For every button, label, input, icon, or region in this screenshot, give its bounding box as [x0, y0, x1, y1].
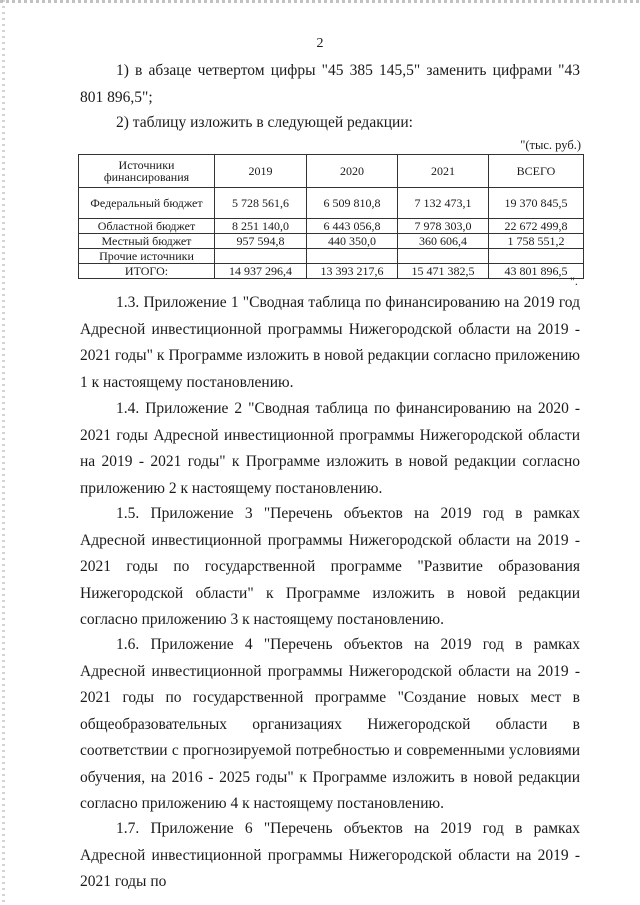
- scan-left-edge: [2, 0, 5, 905]
- row-label: Областной бюджет: [79, 219, 215, 234]
- table-header-row: [79, 155, 584, 188]
- scan-top-edge: [0, 0, 640, 3]
- cell-2020: 6 509 810,8: [307, 188, 398, 219]
- cell-2019: 8 251 140,0: [215, 219, 307, 234]
- cell-total: 43 801 896,5: [489, 264, 584, 279]
- cell-2021: 360 606,4: [398, 234, 489, 249]
- row-label: Прочие источники: [79, 249, 215, 264]
- paragraph-1-3: 1.3. Приложение 1 "Сводная таблица по финансированию на 2019 год Адресной инвестиционной программы Нижегородской области на 2019 - 2021 годы" к Программе изложить в новой редакции согласно приложению 1 к настоящему постановлению.: [80, 294, 580, 391]
- table-total-row: [79, 264, 584, 279]
- cell-2021: 7 978 303,0: [398, 219, 489, 234]
- cell-2019: 14 937 296,4: [215, 264, 307, 279]
- row-label: Местный бюджет: [79, 234, 215, 249]
- cell-total: [489, 249, 584, 264]
- paragraph-1-4: 1.4. Приложение 2 "Сводная таблица по финансированию на 2020 - 2021 годы Адресной инвестиционной программы Нижегородской области на 2019 - 2021 годы" к Программе изложить в новой редакции согласно приложению 2 к настоящему постановлению.: [80, 400, 580, 497]
- cell-2019: 957 594,8: [215, 234, 307, 249]
- header-sources: Источники финансирования: [79, 155, 215, 188]
- paragraph-1-5: 1.5. Приложение 3 "Перечень объектов на 2019 год в рамках Адресной инвестиционной программы Нижегородской области на 2019 - 2021 годы по государственной программе "Развитие образования Нижегородской области" к Программе изложить в новой редакции согласно приложению 3 к настоящему постановлению.: [80, 505, 580, 628]
- item-2-paragraph: 2) таблицу изложить в следующей редакции:: [116, 114, 413, 131]
- cell-2020: [307, 249, 398, 264]
- cell-2019: [215, 249, 307, 264]
- cell-2021: [398, 249, 489, 264]
- header-total: ВСЕГО: [489, 155, 584, 188]
- page-number: 2: [316, 36, 324, 51]
- cell-2021: 7 132 473,1: [398, 188, 489, 219]
- header-2021: 2021: [398, 155, 489, 188]
- cell-2021: 15 471 382,5: [398, 264, 489, 279]
- table-unit-label: "(тыс. руб.): [520, 138, 581, 152]
- cell-2019: 5 728 561,6: [215, 188, 307, 219]
- paragraph-1-6: 1.6. Приложение 4 "Перечень объектов на 2019 год в рамках Адресной инвестиционной программы Нижегородской области на 2019 - 2021 годы по государственной программе "Создание новых мест в общеобразовательных организациях Нижегородской области в соответствии с прогнозируемой потребностью и современными условиями обучения, на 2016 - 2025 годы" к Программе изложить в новой редакции согласно приложению 4 к настоящему постановлению.: [80, 636, 580, 812]
- table-row: [79, 219, 584, 234]
- paragraph-1-7: 1.7. Приложение 6 "Перечень объектов на 2019 год в рамках Адресной инвестиционной программы Нижегородской области на 2019 - 2021 годы по: [80, 820, 580, 890]
- row-label: Федеральный бюджет: [79, 188, 215, 219]
- cell-2020: 13 393 217,6: [307, 264, 398, 279]
- table-end-mark: ".: [570, 274, 578, 288]
- item-1-paragraph: 1) в абзаце четвертом цифры "45 385 145,5" заменить цифрами "43 801 896,5";: [80, 62, 580, 106]
- cell-2020: 6 443 056,8: [307, 219, 398, 234]
- header-2020: 2020: [307, 155, 398, 188]
- cell-total: 19 370 845,5: [489, 188, 584, 219]
- header-2019: 2019: [215, 155, 307, 188]
- table-row: [79, 234, 584, 249]
- cell-total: 1 758 551,2: [489, 234, 584, 249]
- table-row: [79, 188, 584, 219]
- table-row: [79, 249, 584, 264]
- financing-table: [78, 154, 584, 279]
- cell-total: 22 672 499,8: [489, 219, 584, 234]
- cell-2020: 440 350,0: [307, 234, 398, 249]
- row-label: ИТОГО:: [79, 264, 215, 279]
